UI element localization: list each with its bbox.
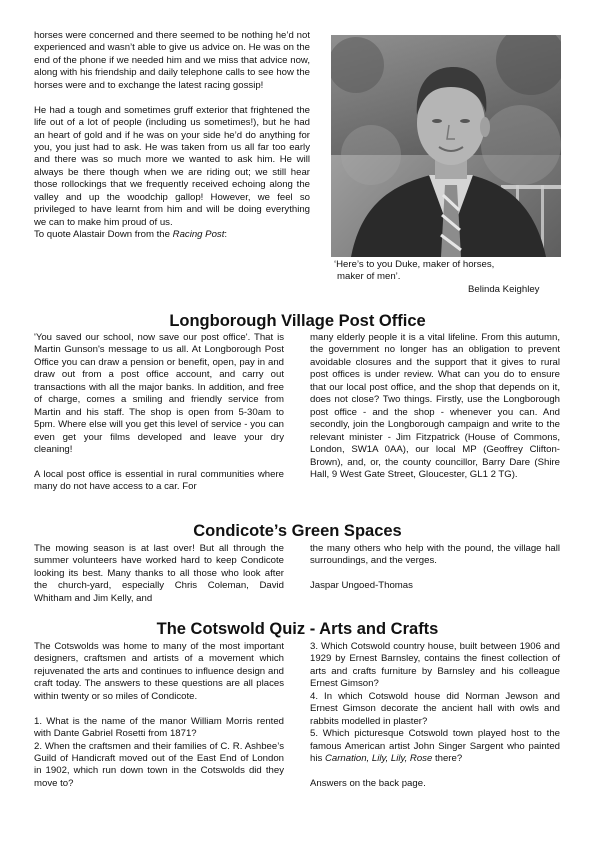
intro-text <box>34 30 310 242</box>
quiz-question: 2. When the craftsmen and their families of C. R. Ashbee’s Guild of Handicraft moved out of the East End of London in 1902, which run down town in the Cotswolds did they move to? <box>34 740 284 789</box>
post-office-right-column <box>310 332 560 481</box>
caption-line: ‘Here’s to you Duke, maker of horses, <box>334 259 495 270</box>
post-office-left-column <box>34 332 284 494</box>
portrait-photo <box>331 35 561 257</box>
photo-caption <box>334 259 564 284</box>
quiz-question: 5. Which picturesque Cotswold town played host to the famous American artist John Singer Sargent who painted his Carnation, Lily, Lily, Rose there? <box>310 728 560 765</box>
quiz-question: 3. Which Cotswold country house, built between 1906 and 1929 by Ernest Barnsley, contains the finest collection of arts and crafts furniture by Barnsley and his colleague Ernest Gimson? <box>310 641 560 690</box>
section-title-post-office: Longborough Village Post Office <box>169 312 426 330</box>
article-paragraph: 'You saved our school, now save our post office'. That is Martin Gunson's message to us all. At Longborough Post Office you can draw a pension or benefit, open, pay in and draw out from a post office account, and carry out transactions with all the major banks. In addition, and free of charge, comes a smiling and friendly service from Martin and his staff. The shop is open from 5-30am to 5pm. Where else will you get this level of service - you can even get your films developed and leave your dry cleaning! <box>34 332 284 456</box>
painting-title: Carnation, Lily, Lily, Rose <box>324 753 433 765</box>
caption-line: maker of men’. <box>337 271 401 283</box>
photo-credit: Belinda Keighley <box>468 284 540 295</box>
quiz-left-column <box>34 641 284 790</box>
article-author: Jaspar Ungoed-Thomas <box>310 580 413 592</box>
article-paragraph: A local post office is essential in rural communities where many do not have access to a car. For <box>34 468 284 493</box>
quiz-question: 1. What is the name of the manor William Morris rented with Dante Gabriel Rosetti from 1871? <box>34 715 284 740</box>
article-paragraph: many elderly people it is a vital lifeline. From this autumn, the government no longer has an obligation to prevent avoidable closures and the support that it gives to rural post offices is under review. What can you do to ensure that our local post office, and the shop that depends on it, does not close? Two things. Firstly, use the Longborough post office - and the shop - whenever you can. And secondly, join the Longborough campaign and write to the relevant minister - Jim Fitzpatrick (House of Commons, London, SW1A 0AA), our local MP (Geoffrey Clifton-Brown), and, or, the county councillor, Barry Dare (Shire Hall, 9 West Gate Street, Gloucester, GL1 2 TG). <box>310 332 560 480</box>
quiz-intro: The Cotswolds was home to many of the most important designers, craftsmen and artists of a movement which rejuvenated the arts and continues to influence design and craft today. The answers to these questions are all places within twenty or so miles of Condicote. <box>34 641 284 702</box>
portrait-image <box>331 35 561 257</box>
green-spaces-left-column <box>34 543 284 605</box>
section-title-quiz: The Cotswold Quiz - Arts and Crafts <box>156 620 439 638</box>
article-paragraph: the many others who help with the pound, the village hall surroundings, and the verges. <box>310 543 560 567</box>
publication-name: Racing Post <box>172 229 225 241</box>
intro-paragraph: horses were concerned and there seemed to be nothing he’d not experienced and wasn’t able to give us advice on. He was on the end of the phone if we needed him and we miss that advice now, along with his friendship and daily telephone calls to see how the horses were and to exchange the latest racing gossip! <box>34 30 310 91</box>
quiz-question: 4. In which Cotswold house did Norman Jewson and Ernest Gimson decorate the ancient hall with owls and rabbits modelled in plaster? <box>310 690 560 727</box>
article-paragraph: The mowing season is at last over! But all through the summer volunteers have worked hard to keep Condicote looking its best. Many thanks to all those who look after the church-yard, especially Chris Coleman, David Whitham and Jim Kelly, and <box>34 543 284 604</box>
quote-lead: To quote Alastair Down from the Racing Post: <box>34 229 228 241</box>
green-spaces-right-column <box>310 543 560 593</box>
section-title-green-spaces: Condicote’s Green Spaces <box>193 522 402 540</box>
quiz-right-column <box>310 641 560 790</box>
intro-paragraph: He had a tough and sometimes gruff exterior that frightened the life out of a lot of people (including us sometimes!), but he had an heart of gold and if he was on your side he’d do anything for you, you just had to ask. He was taken from us all far too early and there was so much more we wanted to ask him. He will always be there though when we are riding out; we still hear those rollockings that we frequently received echoing along the valley and up the woodchip gallop! However, we feel so privileged to have learnt from him and will be doing everything we can to make him proud of us. <box>34 104 310 228</box>
answers-note: Answers on the back page. <box>310 777 426 789</box>
